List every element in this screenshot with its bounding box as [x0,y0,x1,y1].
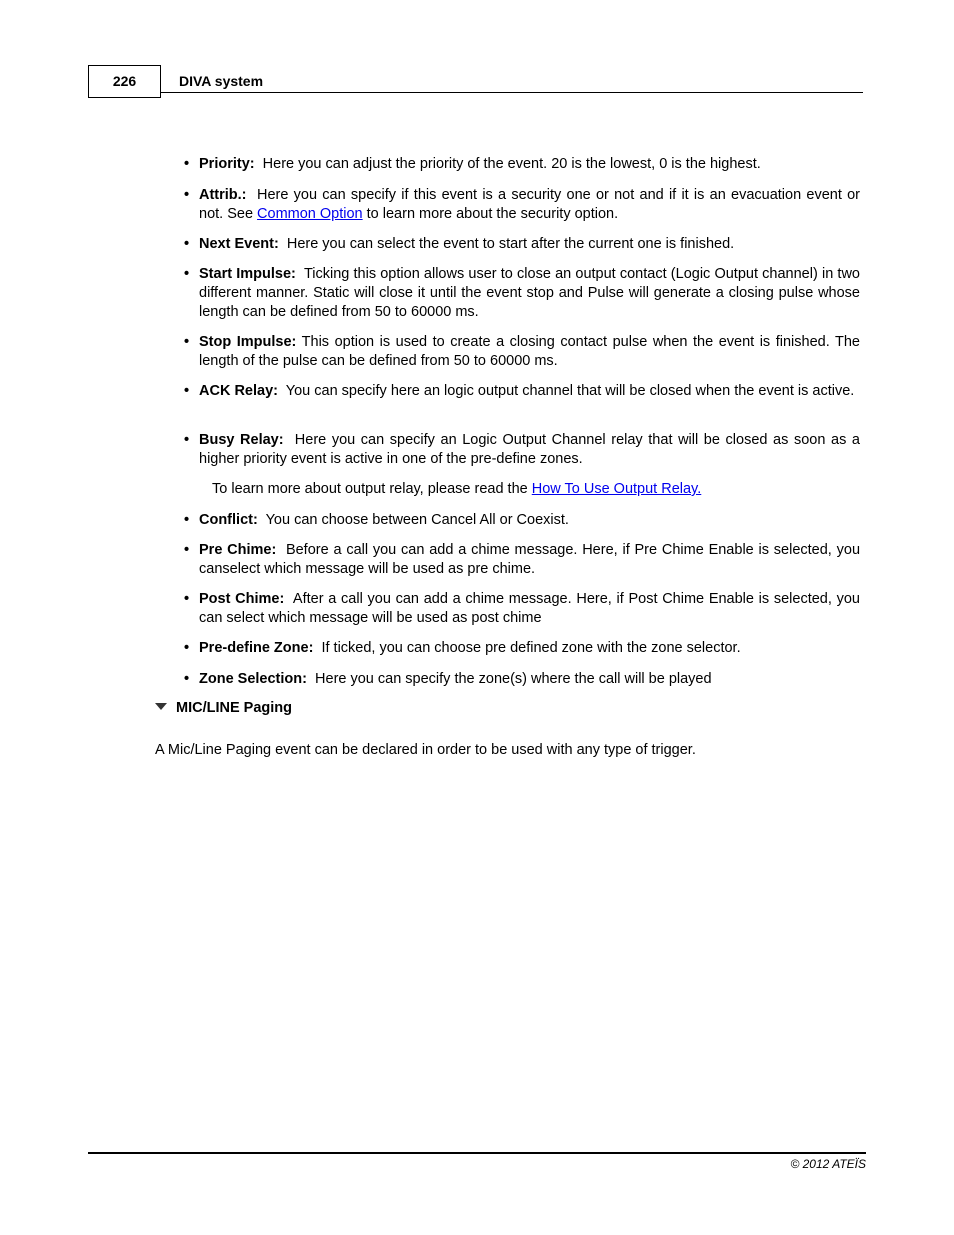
output-relay-link[interactable]: How To Use Output Relay. [531,481,702,497]
output-relay-note [212,480,701,499]
bullet-text: This option is used to create a closing contact pulse when the event is finished. The length of the pulse can be defined from 50 to 60000 ms. [199,334,860,369]
bullet-term: Busy Relay: [199,432,284,448]
expand-triangle-icon [155,703,167,710]
bullet-dot: • [184,334,190,350]
page-number: 226 [88,65,161,98]
bullet-dot: • [184,187,190,203]
bullet-term: Post Chime: [199,591,285,607]
bullet-dot: • [184,236,190,252]
mic-line-paging-toggle[interactable] [155,699,292,718]
bullet-text: If ticked, you can choose pre defined zone with the zone selector. [321,640,741,656]
footer-copyright: © 2012 ATEÏS [790,1157,866,1171]
bullet-dot: • [184,671,190,687]
bullet-term: Priority: [199,156,255,172]
bullet-text: You can choose between Cancel All or Coexist. [265,512,569,528]
section-paragraph: A Mic/Line Paging event can be declared in order to be used with any type of trigger. [155,742,696,758]
bullet-zone-selection [184,670,860,689]
bullet-post-chime [184,590,860,628]
bullet-text: Here you can specify the zone(s) where the call will be played [315,671,712,687]
bullet-text: Before a call you can add a chime message. Here, if Pre Chime Enable is selected, you canselect which message will be used as pre chime. [199,542,861,577]
bullet-busy-relay [184,431,860,469]
bullet-next-event [184,235,860,254]
bullet-pre-chime [184,541,861,579]
bullet-dot: • [184,542,190,558]
bullet-text: Here you can specify an Logic Output Channel relay that will be closed as soon as a higher priority event is active in one of the pre-define zones. [199,432,860,467]
footer-rule [88,1152,866,1154]
bullet-text: Ticking this option allows user to close an output contact (Logic Output channel) in two different manner. Static will close it until the event stop and Pulse will generate a closing pulse whose length can be defined from 50 to 60000 ms. [199,266,860,320]
bullet-term: Zone Selection: [199,671,307,687]
bullet-pre-define-zone [184,639,860,658]
header-title: DIVA system [179,73,264,89]
bullet-term: Start Impulse: [199,266,296,282]
common-option-link[interactable]: Common Option [257,206,363,222]
note-text: To learn more about output relay, please read the [212,481,532,497]
bullet-dot: • [184,591,190,607]
bullet-text: to learn more about the security option. [362,206,619,222]
bullet-dot: • [184,383,190,399]
bullet-stop-impulse [184,333,860,371]
bullet-term: Stop Impulse: [199,334,297,350]
bullet-text: Here you can select the event to start after the current one is finished. [286,236,735,252]
bullet-dot: • [184,512,190,528]
bullet-start-impulse [184,265,860,322]
bullet-term: Pre-define Zone: [199,640,314,656]
bullet-ack-relay [184,382,860,401]
bullet-text: After a call you can add a chime message. Here, if Post Chime Enable is selected, you can select which message will be used as post chime [199,591,860,626]
bullet-text: Here you can adjust the priority of the event. 20 is the lowest, 0 is the highest. [262,156,761,172]
bullet-dot: • [184,640,190,656]
bullet-conflict [184,511,860,530]
bullet-dot: • [184,266,190,282]
bullet-attrib [184,186,861,224]
bullet-term: Next Event: [199,236,279,252]
section-title: MIC/LINE Paging [176,700,292,716]
bullet-text: Here you can specify if this event is a security one or not and if it is an evacuation event or not. See [199,187,861,222]
bullet-priority [184,155,860,174]
header-rule [161,92,863,93]
bullet-text: You can specify here an logic output channel that will be closed when the event is active. [285,383,855,399]
bullet-term: Attrib.: [199,187,247,203]
bullet-dot: • [184,432,190,448]
bullet-term: ACK Relay: [199,383,278,399]
bullet-term: Pre Chime: [199,542,277,558]
bullet-term: Conflict: [199,512,258,528]
bullet-dot: • [184,156,190,172]
